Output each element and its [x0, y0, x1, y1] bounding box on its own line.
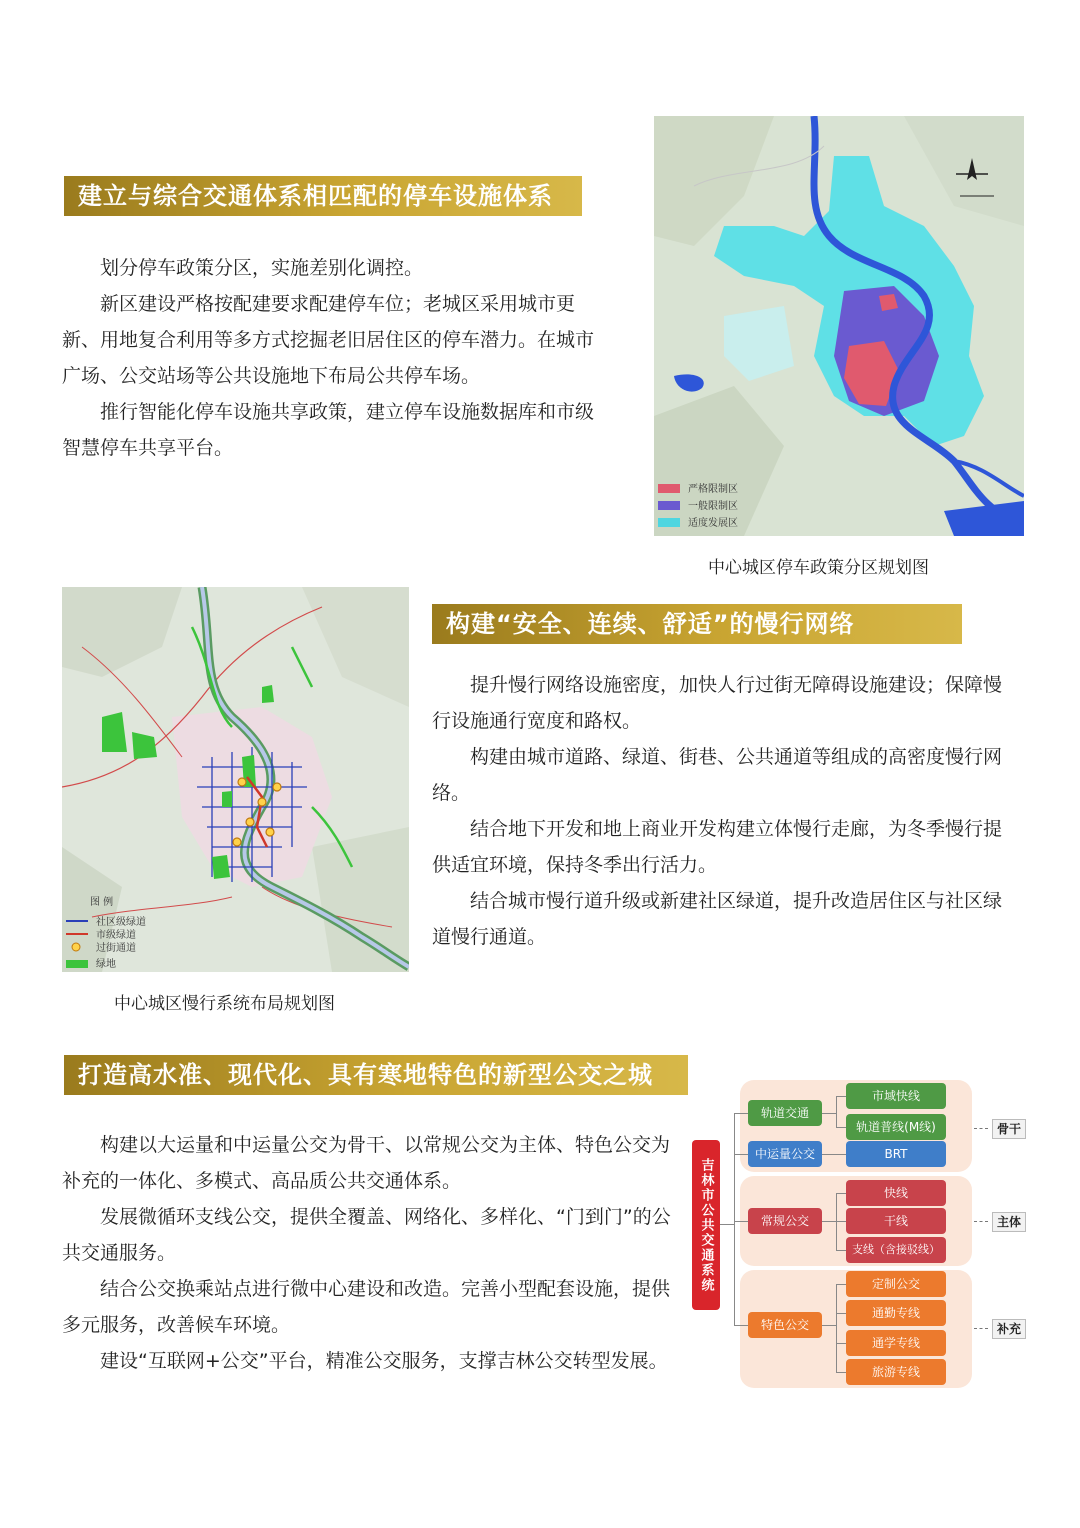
- express-line-node: 快线: [846, 1180, 946, 1206]
- legend-label-city: 市级绿道: [96, 930, 136, 941]
- legend-label-strict: 严格限制区: [688, 484, 738, 495]
- legend-swatch-strict: [658, 484, 680, 493]
- section1-text: [62, 250, 610, 466]
- legend-label-moderate: 适度发展区: [688, 518, 738, 529]
- tag-backbone: 骨干: [992, 1119, 1026, 1139]
- section2-title: 构建“安全、连续、舒适”的慢行网络: [432, 604, 962, 644]
- commuter-line-node: 通勤专线: [846, 1300, 946, 1326]
- section3-title: 打造高水准、现代化、具有寒地特色的新型公交之城: [64, 1055, 688, 1095]
- section1-title: 建立与综合交通体系相匹配的停车设施体系: [64, 176, 582, 216]
- legend-swatch-general: [658, 501, 680, 510]
- branch-line-node: 支线（含接驳线）: [846, 1237, 946, 1263]
- special-bus-node: 特色公交: [748, 1312, 822, 1338]
- diagram-root: [692, 1140, 720, 1310]
- section3-paragraph: 建设“互联网+公交”平台，精准公交服务，支撑吉林公交转型发展。: [100, 1350, 668, 1372]
- parking-map-caption: 中心城区停车政策分区规划图: [708, 558, 929, 578]
- parking-policy-map: [654, 116, 1024, 536]
- section2-paragraph: 构建由城市道路、绿道、街巷、公共通道等组成的高密度慢行网络。: [432, 746, 1003, 804]
- slow-traffic-map: [62, 587, 409, 972]
- legend-swatch-crossing: [72, 943, 80, 951]
- regular-bus-node: 常规公交: [748, 1208, 822, 1234]
- diagram-trunk-line: [734, 1113, 735, 1325]
- regional-express-node: 市域快线: [846, 1083, 946, 1109]
- legend-label-green: 绿地: [96, 959, 116, 970]
- brt-node: BRT: [846, 1141, 946, 1167]
- parking-map-legend: [658, 482, 738, 529]
- section1-paragraph: 划分停车政策分区，实施差别化调控。: [100, 257, 424, 279]
- tourism-line-node: 旅游专线: [846, 1359, 946, 1385]
- diagram-trunk-line: [720, 1224, 734, 1225]
- rail-general-node: 轨道普线(M线): [846, 1114, 946, 1140]
- tag-main: 主体: [992, 1212, 1026, 1232]
- section3-paragraph: 构建以大运量和中运量公交为骨干、以常规公交为主体、特色公交为补充的一体化、多模式、高品质公共交通体系。: [62, 1134, 671, 1192]
- section2-text: [432, 667, 1010, 955]
- section2-paragraph: 提升慢行网络设施密度，加快人行过街无障碍设施建设；保障慢行设施通行宽度和路权。: [432, 674, 1003, 732]
- trunk-line-node: 干线: [846, 1208, 946, 1234]
- transit-system-diagram: [692, 1078, 1042, 1390]
- section1-paragraph: 新区建设严格按配建要求配建停车位；老城区采用城市更新、用地复合利用等多方式挖掘老旧居住区的停车潜力。在城市广场、公交站场等公共设施地下布局公共停车场。: [62, 293, 595, 387]
- legend-title: 图 例: [90, 897, 114, 908]
- section3-paragraph: 结合公交换乘站点进行微中心建设和改造。完善小型配套设施，提供多元服务，改善候车环境。: [62, 1278, 671, 1336]
- mid-capacity-node: 中运量公交: [748, 1141, 822, 1167]
- section3-paragraph: 发展微循环支线公交，提供全覆盖、网络化、多样化、“门到门”的公共交通服务。: [62, 1206, 671, 1264]
- custom-bus-node: 定制公交: [846, 1271, 946, 1297]
- section3-text: [62, 1127, 682, 1379]
- slow-map-caption: 中心城区慢行系统布局规划图: [114, 994, 335, 1014]
- section2-paragraph: 结合地下开发和地上商业开发构建立体慢行走廊，为冬季慢行提供适宜环境，保持冬季出行活力。: [432, 818, 1003, 876]
- school-line-node: 通学专线: [846, 1330, 946, 1356]
- legend-label-general: 一般限制区: [688, 501, 738, 512]
- section1-paragraph: 推行智能化停车设施共享政策，建立停车设施数据库和市级智慧停车共享平台。: [62, 401, 595, 459]
- diagram-root-label: 吉林市公共交通系统: [698, 1157, 714, 1293]
- legend-swatch-moderate: [658, 518, 680, 527]
- section2-paragraph: 结合城市慢行道升级或新建社区绿道，提升改造居住区与社区绿道慢行通道。: [432, 890, 1003, 948]
- legend-label-crossing: 过街通道: [96, 943, 136, 954]
- tag-supplement: 补充: [992, 1319, 1026, 1339]
- legend-label-community: 社区级绿道: [96, 917, 146, 928]
- rail-transit-node: 轨道交通: [748, 1100, 822, 1126]
